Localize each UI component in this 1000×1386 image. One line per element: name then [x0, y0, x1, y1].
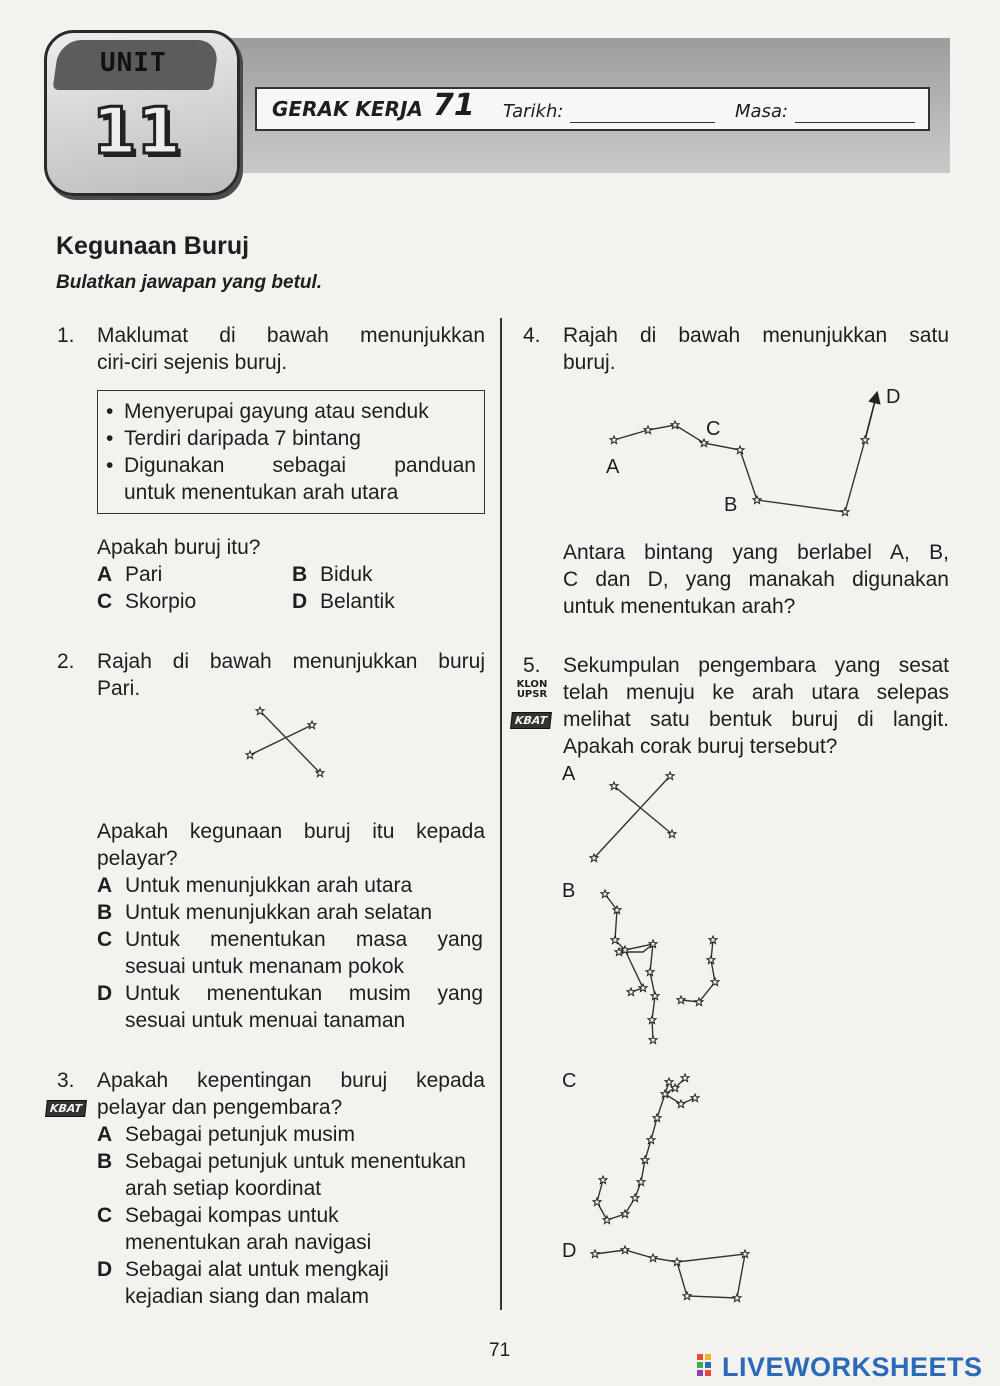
question-number: 4. — [523, 324, 541, 347]
question-1 — [57, 322, 487, 382]
time-field[interactable] — [795, 122, 915, 123]
kbat-badge: KBAT — [510, 712, 552, 729]
option-c-continued: menentukan arah navigasi — [125, 1231, 372, 1254]
question-prompt: Apakah kegunaan buruj itu kepada — [97, 820, 485, 843]
unit-number: 11 — [92, 95, 182, 169]
option-a[interactable]: A Untuk menunjukkan arah utara — [97, 874, 413, 897]
question-4 — [523, 322, 953, 382]
instruction: Bulatkan jawapan yang betul. — [56, 272, 323, 293]
watermark-brand: LIVEWORKSHEETS — [722, 1352, 983, 1382]
page-number: 71 — [489, 1340, 511, 1361]
question-prompt: C dan D, yang manakah digunakan — [563, 568, 949, 591]
date-field[interactable] — [570, 122, 715, 123]
question-number: 2. — [57, 650, 75, 673]
page-title: Kegunaan Buruj — [56, 232, 250, 260]
kbat-badge: KBAT — [45, 1100, 87, 1117]
star-label-c[interactable]: C — [706, 418, 721, 440]
option-b-figure[interactable] — [595, 880, 735, 1050]
option-a[interactable]: A Sebagai petunjuk musim — [97, 1123, 355, 1146]
option-c-continued: sesuai untuk menanam pokok — [125, 955, 404, 978]
star-label-a[interactable]: A — [606, 456, 620, 478]
constellation-figure — [600, 385, 910, 525]
pari-constellation-figure — [240, 705, 330, 780]
option-c[interactable]: C Skorpio — [97, 590, 197, 613]
option-d-continued: sesuai untuk menuai tanaman — [125, 1009, 406, 1032]
unit-label: UNIT — [100, 48, 167, 78]
question-text: telah menuju ke arah utara selepas — [563, 681, 949, 704]
option-d-figure[interactable] — [585, 1240, 765, 1305]
question-text: Pari. — [97, 677, 141, 700]
column-divider — [500, 318, 502, 1310]
option-c-label[interactable]: C — [562, 1070, 577, 1092]
klon-upsr-badge: KLON UPSR — [516, 679, 548, 700]
activity-number: 71 — [433, 88, 475, 123]
option-a-label[interactable]: A — [562, 763, 576, 785]
date-label: Tarikh: — [503, 101, 564, 122]
question-text: Maklumat di bawah menunjukkan — [97, 324, 485, 347]
question-text: pelayar dan pengembara? — [97, 1096, 343, 1119]
question-prompt: Antara bintang yang berlabel A, B, — [563, 541, 949, 564]
option-c-figure[interactable] — [585, 1068, 710, 1238]
list-item: untuk menentukan arah utara — [124, 481, 399, 504]
option-c[interactable]: C Untuk menentukan masa yang — [97, 928, 483, 951]
question-text: Rajah di bawah menunjukkan satu — [563, 324, 949, 347]
option-d[interactable]: D Sebagai alat untuk mengkaji — [97, 1258, 389, 1281]
question-5 — [523, 652, 953, 762]
question-text: Sekumpulan pengembara yang sesat — [563, 654, 949, 677]
option-d-continued: kejadian siang dan malam — [125, 1285, 369, 1308]
question-text: ciri-ciri sejenis buruj. — [97, 351, 288, 374]
list-item: • Digunakan sebagai panduan — [106, 454, 476, 477]
question-prompt: Apakah buruj itu? — [97, 536, 261, 559]
question-text: Rajah di bawah menunjukkan buruj — [97, 650, 485, 673]
option-d-label[interactable]: D — [562, 1240, 577, 1262]
question-3 — [57, 1067, 487, 1127]
question-text: Apakah kepentingan buruj kepada — [97, 1069, 485, 1092]
option-b-continued: arah setiap koordinat — [125, 1177, 322, 1200]
question-number: 5. — [523, 654, 541, 677]
option-b-label[interactable]: B — [562, 880, 576, 902]
question-text: melihat satu bentuk buruj di langit. — [563, 708, 949, 731]
option-a-figure[interactable] — [580, 768, 690, 873]
liveworksheets-logo-icon — [697, 1354, 719, 1380]
activity-label: GERAK KERJA — [272, 97, 423, 121]
option-a[interactable]: A Pari — [97, 563, 163, 586]
question-text: buruj. — [563, 351, 616, 374]
list-item: • Menyerupai gayung atau senduk — [106, 400, 429, 423]
list-item: • Terdiri daripada 7 bintang — [106, 427, 361, 450]
question-prompt: pelayar? — [97, 847, 178, 870]
question-text: Apakah corak buruj tersebut? — [563, 735, 838, 758]
star-label-b[interactable]: B — [724, 494, 738, 516]
question-2 — [57, 648, 487, 708]
question-number: 1. — [57, 324, 75, 347]
option-c[interactable]: C Sebagai kompas untuk — [97, 1204, 339, 1227]
question-prompt: untuk menentukan arah? — [563, 595, 796, 618]
option-d[interactable]: D Untuk menentukan musim yang — [97, 982, 483, 1005]
option-b[interactable]: B Untuk menunjukkan arah selatan — [97, 901, 433, 924]
option-b[interactable]: B Biduk — [292, 563, 373, 586]
question-number: 3. — [57, 1069, 75, 1092]
option-d[interactable]: D Belantik — [292, 590, 395, 613]
star-label-d[interactable]: D — [886, 386, 901, 408]
time-label: Masa: — [735, 101, 789, 122]
option-b[interactable]: B Sebagai petunjuk untuk menentukan — [97, 1150, 466, 1173]
